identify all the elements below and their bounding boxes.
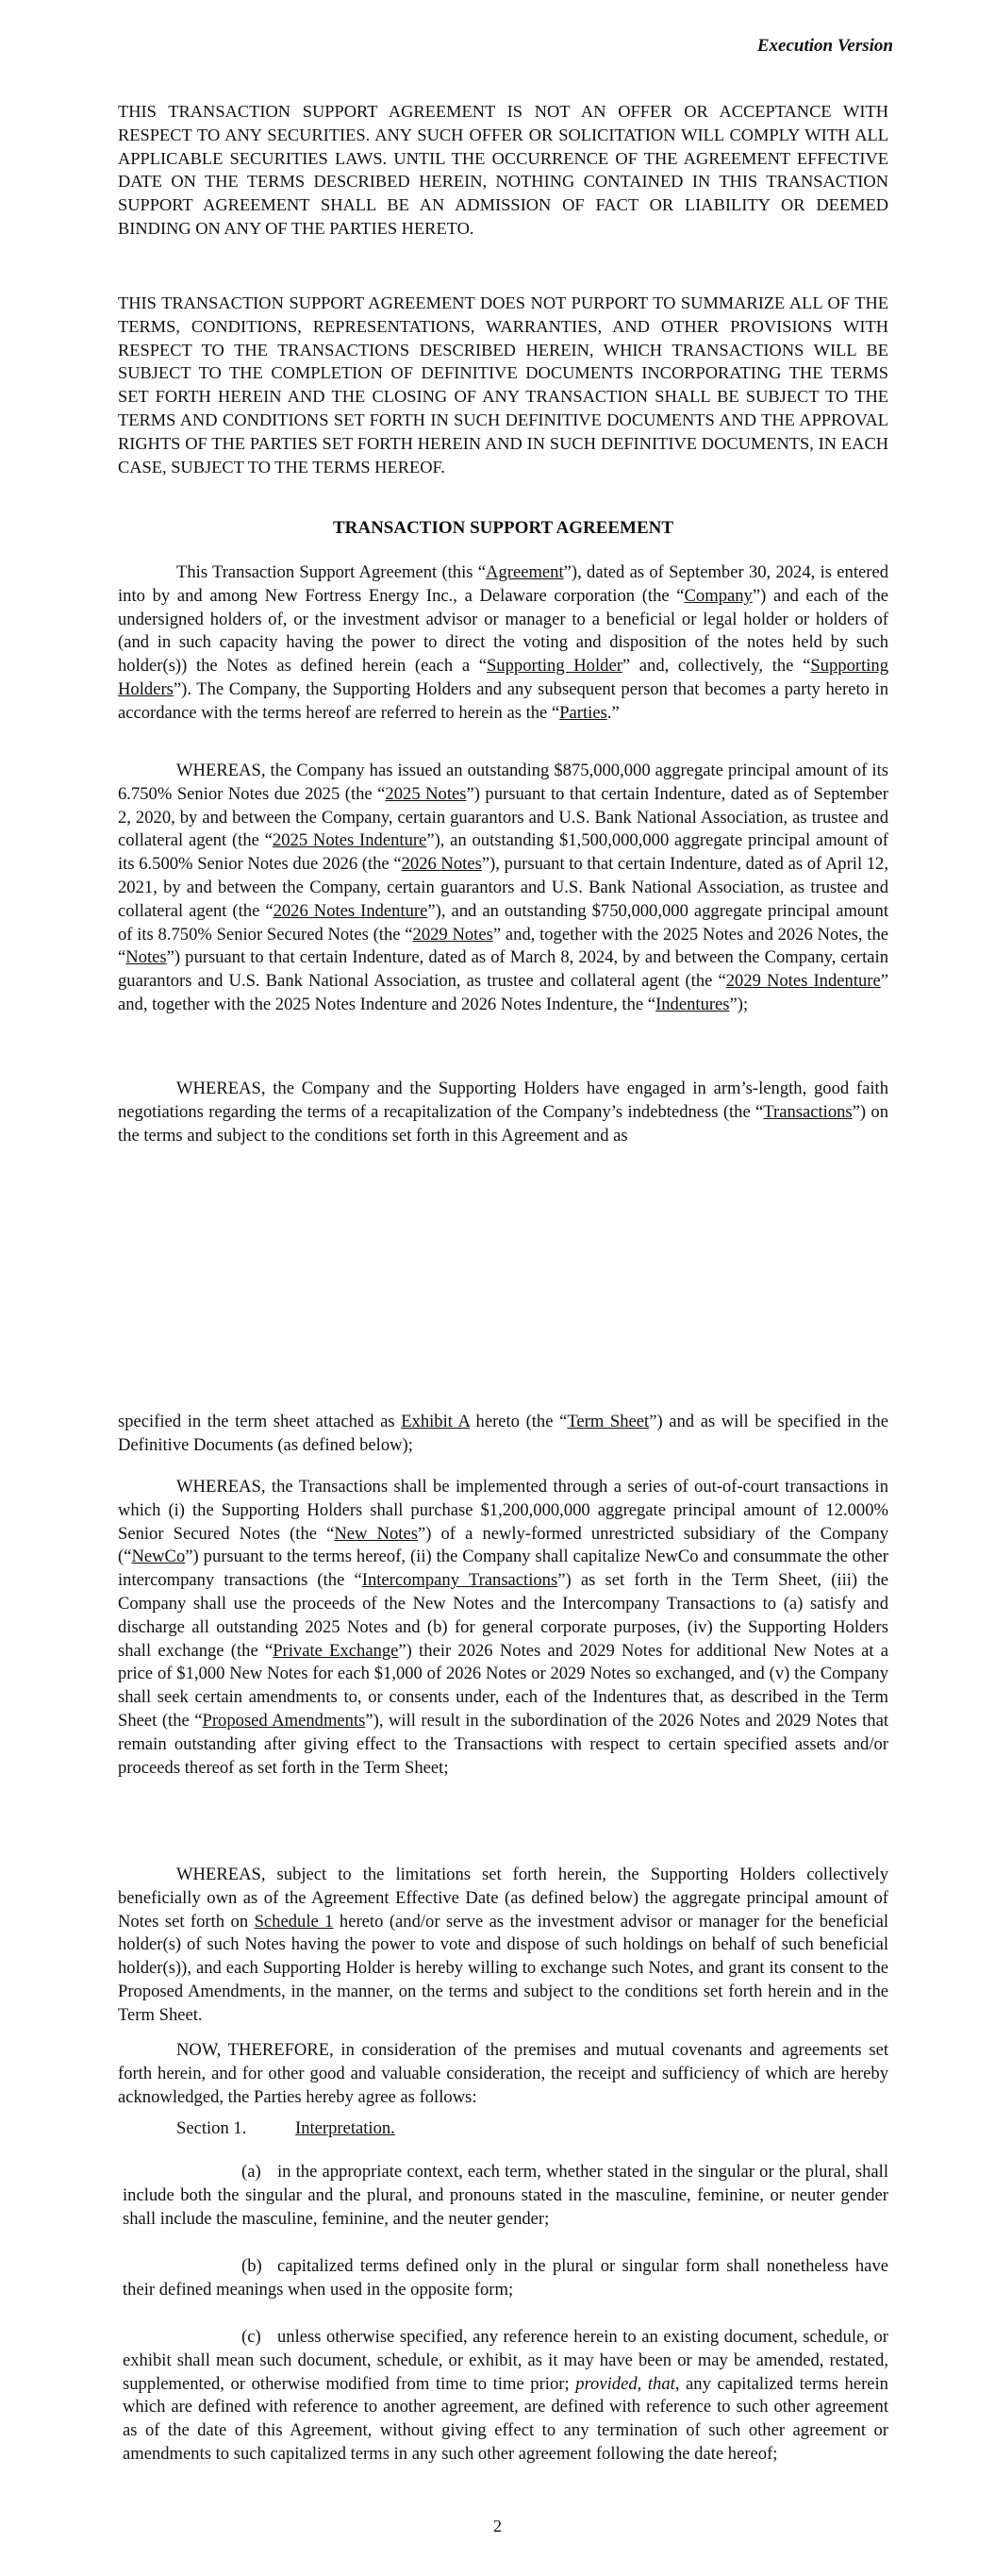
- defined-term: NewCo: [131, 1547, 186, 1567]
- defined-term: Notes: [125, 947, 167, 968]
- disclaimer-paragraph-1: THIS TRANSACTION SUPPORT AGREEMENT IS NOT AN OFFER OR ACCEPTANCE WITH RESPECT TO ANY SECURITIES. ANY SUCH OFFER OR SOLICITATION WILL COMPLY WITH ALL APPLICABLE SECURITIES LAWS. UNTIL THE OCCURRENCE OF THE AGREEMENT EFFECTIVE DATE ON THE TERMS DESCRIBED HEREIN, NOTHING CONTAINED IN THIS TRANSACTION SUPPORT AGREEMENT SHALL BE AN ADMISSION OF FACT OR LIABILITY OR DEEMED BINDING ON ANY OF THE PARTIES HERETO.: [118, 102, 888, 238]
- preamble-paragraph: This Transaction Support Agreement (this “Agreement”), dated as of September 30, 2024, is entered into by and among New Fortress Energy Inc., a Delaware corporation (the “Company”) and each of the undersigned holders of, or the investment advisor or manager to a beneficial or legal holder or holders of (and in such capacity having the power to direct the voting and disposition of the notes held by such holder(s)) the Notes as defined herein (each a “Supporting Holder” and, collectively, the “Supporting Holders”). The Company, the Supporting Holders and any subsequent person that becomes a party hereto in accordance with the terms hereof are referred to herein as the “Parties.”: [118, 562, 888, 723]
- defined-term: 2025 Notes: [385, 783, 467, 804]
- defined-term: Parties: [559, 702, 607, 723]
- defined-term: Supporting Holder: [486, 656, 622, 677]
- section-number: Section 1.: [176, 2118, 247, 2138]
- schedule-reference: Schedule 1: [254, 1911, 334, 1932]
- clause-label: (a): [241, 2162, 261, 2182]
- whereas-paragraph-3: WHEREAS, the Transactions shall be implemented through a series of out-of-court transactions in which (i) the Supporting Holders shall purchase $1,200,000,000 aggregate principal amount of 12.000% Senior Secured Notes (the “New Notes”) of a newly-formed unrestricted subsidiary of the Company (“NewCo”) pursuant to the terms hereof, (ii) the Company shall capitalize NewCo and consummate the other intercompany transactions (the “Intercompany Transactions”) as set forth in the Term Sheet, (iii) the Company shall use the proceeds of the New Notes and the Intercompany Transactions to (a) satisfy and discharge all outstanding 2025 Notes and (b) for general corporate purposes, (iv) the Supporting Holders shall exchange (the “Private Exchange”) their 2026 Notes and 2029 Notes for additional New Notes at a price of $1,000 New Notes for each $1,000 of 2026 Notes or 2029 Notes so exchanged, and (v) the Company shall seek certain amendments to, or consents under, each of the Indentures that, as described in the Term Sheet (the “Proposed Amendments”), will result in the subordination of the 2026 Notes and 2029 Notes that remain outstanding after giving effect to the Transactions with respect to certain specified assets and/or proceeds thereof as set forth in the Term Sheet;: [118, 1477, 889, 1778]
- whereas-paragraph-2: WHEREAS, the Company and the Supporting Holders have engaged in arm’s-length, good faith negotiations regarding the terms of a recapitalization of the Company’s indebtedness (the “Transactions”) on the terms and subject to the conditions set forth in this Agreement and as: [118, 1079, 889, 1146]
- clause-a: (a) in the appropriate context, each term, whether stated in the singular or the plural, shall include both the singular and the plural, and pronouns stated in the masculine, feminine, or neuter gender shall include the masculine, feminine, and the neuter gender;: [123, 2162, 888, 2229]
- defined-term: 2025 Notes Indenture: [272, 830, 427, 851]
- whereas-paragraph-1: WHEREAS, the Company has issued an outstanding $875,000,000 aggregate principal amount of its 6.750% Senior Notes due 2025 (the “2025 Notes”) pursuant to that certain Indenture, dated as of September 2, 2020, by and between the Company, certain guarantors and U.S. Bank National Association, as trustee and collateral agent (the “2025 Notes Indenture”), an outstanding $1,500,000,000 aggregate principal amount of its 6.500% Senior Notes due 2026 (the “2026 Notes”), pursuant to that certain Indenture, dated as of April 12, 2021, by and between the Company, certain guarantors and U.S. Bank National Association, as trustee and collateral agent (the “2026 Notes Indenture”), and an outstanding $750,000,000 aggregate principal amount of its 8.750% Senior Secured Notes (the “2029 Notes” and, together with the 2025 Notes and 2026 Notes, the “Notes”) pursuant to that certain Indenture, dated as of March 8, 2024, by and between the Company, certain guarantors and U.S. Bank National Association, as trustee and collateral agent (the “2029 Notes Indenture” and, together with the 2025 Notes Indenture and 2026 Notes Indenture, the “Indentures”);: [118, 761, 889, 1014]
- defined-term: Term Sheet: [567, 1412, 650, 1431]
- section-title: Interpretation.: [295, 2118, 395, 2138]
- execution-version-label: Execution Version: [756, 36, 893, 56]
- defined-term: Private Exchange: [273, 1640, 399, 1661]
- defined-term: Indentures: [655, 994, 730, 1014]
- defined-term: Intercompany Transactions: [361, 1570, 558, 1591]
- whereas-paragraph-4: WHEREAS, subject to the limitations set forth herein, the Supporting Holders collectively beneficially own as of the Agreement Effective Date (as defined below) the aggregate principal amount of Notes set forth on Schedule 1 hereto (and/or serve as the investment advisor or manager for the beneficial holder(s) of such Notes having the power to vote and dispose of such holdings on behalf of such beneficial holder(s)), and each Supporting Holder is hereby willing to exchange such Notes, and grant its consent to the Proposed Amendments, in the manner, on the terms and subject to the conditions set forth herein and in the Term Sheet.: [118, 1865, 888, 2025]
- defined-term: 2029 Notes: [412, 924, 493, 945]
- defined-term: 2026 Notes: [401, 854, 482, 875]
- whereas-paragraph-2-continued: specified in the term sheet attached as Exhibit A hereto (the “Term Sheet”) and as will be specified in the Definitive Documents (as defined below);: [118, 1412, 888, 1455]
- clause-b: (b) capitalized terms defined only in the plural or singular form shall nonetheless have their defined meanings when used in the opposite form;: [123, 2256, 888, 2300]
- disclaimer-paragraph-2: THIS TRANSACTION SUPPORT AGREEMENT DOES NOT PURPORT TO SUMMARIZE ALL OF THE TERMS, CONDITIONS, REPRESENTATIONS, WARRANTIES, AND OTHER PROVISIONS WITH RESPECT TO THE TRANSACTIONS DESCRIBED HEREIN, WHICH TRANSACTIONS WILL BE SUBJECT TO THE COMPLETION OF DEFINITIVE DOCUMENTS INCORPORATING THE TERMS SET FORTH HEREIN AND THE CLOSING OF ANY TRANSACTION SHALL BE SUBJECT TO THE TERMS AND CONDITIONS SET FORTH IN SUCH DEFINITIVE DOCUMENTS AND THE APPROVAL RIGHTS OF THE PARTIES SET FORTH HEREIN AND IN SUCH DEFINITIVE DOCUMENTS, IN EACH CASE, SUBJECT TO THE TERMS HEREOF.: [118, 293, 888, 477]
- defined-term: Proposed Amendments: [202, 1710, 366, 1731]
- defined-term: New Notes: [334, 1523, 418, 1544]
- exhibit-reference: Exhibit A: [401, 1412, 470, 1431]
- defined-term: 2029 Notes Indenture: [725, 971, 881, 992]
- section-1-heading: [176, 2118, 395, 2139]
- defined-term: Transactions: [763, 1101, 853, 1122]
- page-number: 2: [493, 2517, 502, 2535]
- now-therefore-paragraph: NOW, THEREFORE, in consideration of the premises and mutual covenants and agreements set forth herein, and for other good and valuable consideration, the receipt and sufficiency of which are hereby acknowledged, the Parties hereby agree as follows:: [118, 2040, 888, 2107]
- clause-label: (b): [241, 2256, 262, 2276]
- defined-term: Company: [684, 585, 753, 606]
- clause-c: (c) unless otherwise specified, any reference herein to an existing document, schedule, or exhibit shall mean such document, schedule, or exhibit, as it may have been or may be amended, restated, supplemented, or otherwise modified from time to time prior; provided, that, any capitalized terms herein which are defined with reference to another agreement, are defined with reference to such other agreement as of the date of this Agreement, without giving effect to any termination of such other agreement or amendments to such capitalized terms in any such other agreement following the date hereof;: [123, 2327, 888, 2464]
- clause-label: (c): [241, 2327, 261, 2347]
- agreement-title: TRANSACTION SUPPORT AGREEMENT: [332, 518, 674, 538]
- defined-term: 2026 Notes Indenture: [273, 900, 428, 921]
- defined-term: Supporting Holders: [118, 656, 888, 699]
- defined-term: Agreement: [486, 562, 564, 582]
